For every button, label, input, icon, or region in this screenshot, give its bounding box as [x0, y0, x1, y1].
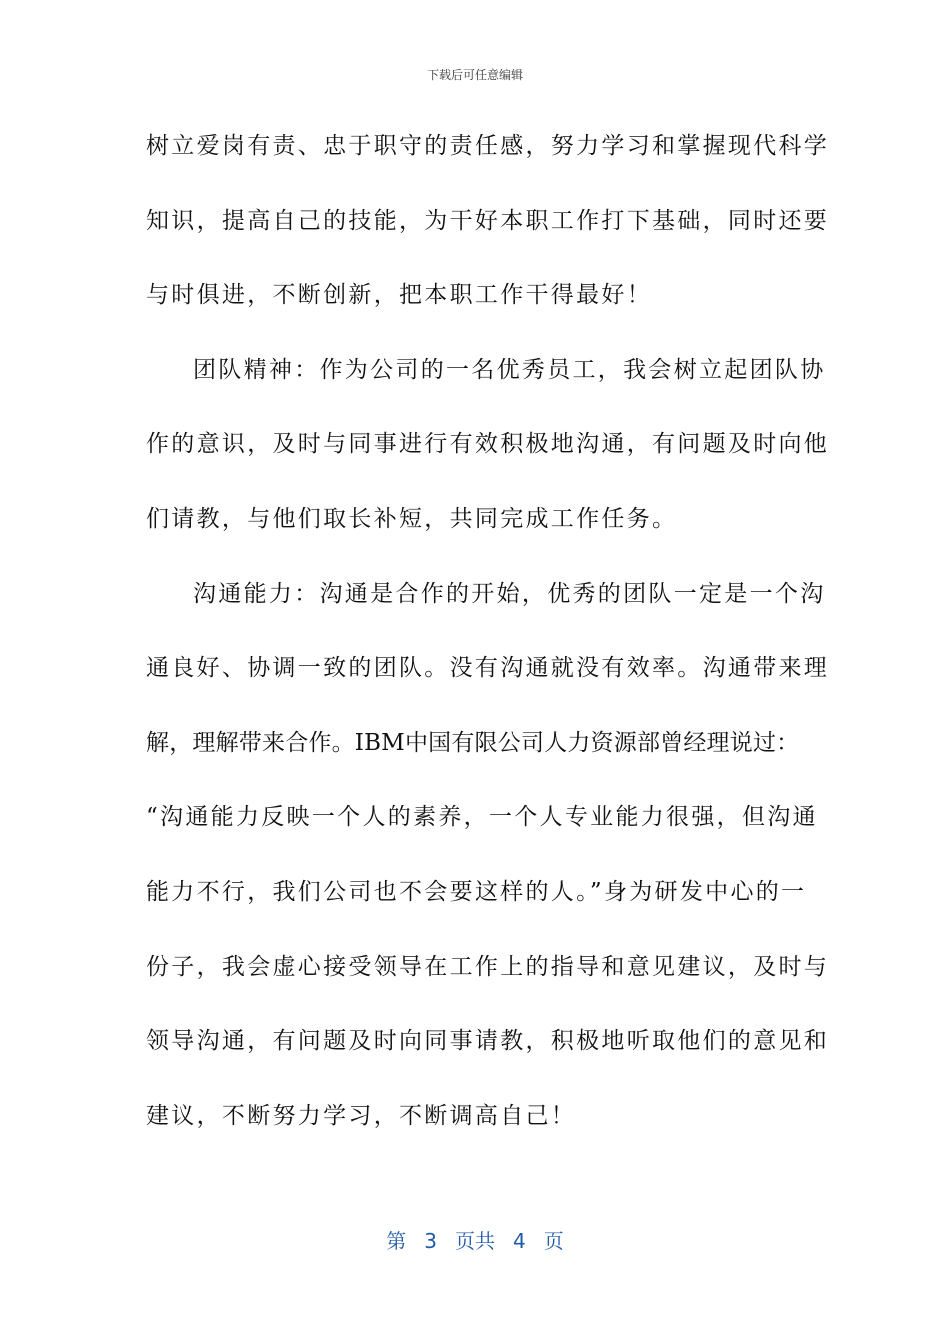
paragraph-line: 份子，我会虚心接受领导在工作上的指导和意见建议，及时与 — [146, 953, 830, 980]
paragraph-line: 能力不行，我们公司也不会要这样的人。”身为研发中心的一 — [146, 878, 807, 905]
footer-middle: 页共 — [455, 1229, 495, 1253]
total-page-number: 4 — [513, 1229, 526, 1253]
paragraph-line: 沟通能力：沟通是合作的开始，优秀的团队一定是一个沟 — [193, 580, 826, 607]
footer-prefix: 第 — [386, 1229, 407, 1253]
document-body — [146, 120, 830, 1164]
paragraph-line: 通良好、协调一致的团队。没有沟通就没有效率。沟通带来理 — [146, 655, 830, 682]
paragraph-line: 作的意识，及时与同事进行有效积极地沟通，有问题及时向他 — [146, 431, 830, 458]
page-footer — [0, 1225, 950, 1254]
paragraph-line: “沟通能力反映一个人的素养，一个人专业能力很强，但沟通 — [146, 804, 818, 831]
paragraph-line: 树立爱岗有责、忠于职守的责任感，努力学习和掌握现代科学 — [146, 133, 830, 159]
header-note: 下载后可任意编辑 — [426, 68, 523, 82]
paragraph-line: 解，理解带来合作。IBM中国有限公司人力资源部曾经理说过： — [146, 729, 800, 756]
paragraph-line: 建议，不断努力学习，不断调高自己！ — [146, 1102, 577, 1129]
current-page-number: 3 — [424, 1229, 437, 1253]
paragraph-line: 与时俱进，不断创新，把本职工作干得最好！ — [146, 282, 652, 309]
paragraph-line: 团队精神：作为公司的一名优秀员工，我会树立起团队协 — [193, 356, 826, 383]
footer-suffix: 页 — [543, 1229, 564, 1253]
paragraph-line: 知识，提高自己的技能，为干好本职工作打下基础，同时还要 — [146, 207, 830, 234]
paragraph-line: 们请教，与他们取长补短，共同完成工作任务。 — [146, 505, 678, 532]
paragraph-line: 领导沟通，有问题及时向同事请教，积极地听取他们的意见和 — [146, 1028, 830, 1055]
